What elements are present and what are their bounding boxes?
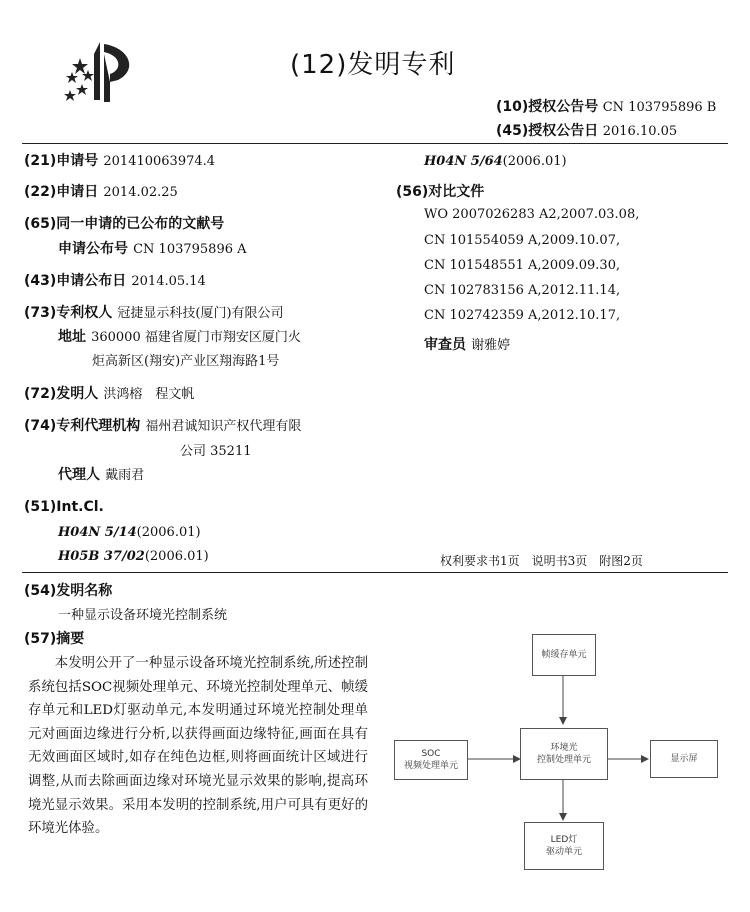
classification-year: (2006.01) — [144, 549, 209, 564]
publication-number-value: CN 103795896 A — [133, 242, 247, 257]
application-number-value: 201410063974.4 — [103, 154, 216, 169]
references-label: 对比文件 — [428, 184, 485, 200]
grant-number-label: (10)授权公告号 — [496, 99, 599, 115]
field-code: (43) — [24, 273, 57, 289]
field-code: (73) — [24, 305, 57, 321]
intcl-row — [24, 496, 104, 515]
published-docs-label: 同一申请的已公布的文献号 — [56, 216, 225, 232]
frame-buffer-box — [532, 634, 596, 676]
field-code: (54) — [24, 583, 57, 599]
field-code: (57) — [24, 631, 57, 647]
classification-year: (2006.01) — [136, 525, 201, 540]
examiner-row — [424, 334, 510, 354]
ambient-label-line1: 环境光 — [550, 743, 578, 753]
examiner-value: 谢雅婷 — [471, 338, 511, 353]
page-counts: 权利要求书1页 说明书3页 附图2页 — [440, 554, 643, 568]
invention-title-label: 发明名称 — [56, 583, 113, 599]
classification-3 — [424, 150, 567, 169]
patentee-value: 冠捷显示科技(厦门)有限公司 — [117, 306, 284, 321]
invention-title-heading — [24, 580, 112, 600]
reference-item: CN 101548551 A,2009.09.30, — [424, 258, 621, 273]
abstract-label: 摘要 — [56, 631, 85, 647]
reference-item: CN 102783156 A,2012.11.14, — [424, 283, 621, 298]
application-date-label: 申请日 — [56, 184, 99, 200]
field-code: (56) — [396, 184, 429, 200]
agency-row — [24, 415, 301, 435]
examiner-label: 审查员 — [424, 337, 466, 353]
publication-number-row — [58, 238, 247, 258]
classification-year: (2006.01) — [502, 154, 567, 169]
address-row — [58, 326, 301, 346]
ambient-label-line2: 控制处理单元 — [536, 755, 591, 765]
reference-item: CN 102742359 A,2012.10.17, — [424, 308, 621, 323]
address-label: 地址 — [58, 329, 86, 345]
field-code: (72) — [24, 386, 57, 402]
grant-date-value: 2016.10.05 — [602, 124, 678, 139]
inventor-row — [24, 383, 194, 403]
soc-label-line1: SOC — [421, 749, 441, 759]
field-code: (74) — [24, 418, 57, 434]
display-box — [650, 740, 718, 778]
agent-value: 戴雨君 — [105, 468, 145, 483]
application-date-value: 2014.02.25 — [103, 185, 178, 200]
publication-date-row — [24, 270, 206, 290]
soc-label-line2: 视频处理单元 — [403, 761, 458, 771]
classification-2 — [58, 545, 209, 564]
field-code: (22) — [24, 184, 57, 200]
soc-box — [394, 740, 468, 780]
reference-item: WO 2007026283 A2,2007.03.08, — [424, 207, 640, 222]
agent-row — [58, 464, 144, 484]
reference-item: CN 101554059 A,2009.10.07, — [424, 233, 621, 248]
grant-number-value: CN 103795896 B — [602, 100, 717, 115]
agency-line1: 福州君诚知识产权代理有限 — [145, 419, 302, 434]
publication-date-label: 申请公布日 — [56, 273, 127, 289]
application-number-row — [24, 150, 215, 170]
intcl-label: Int.Cl. — [56, 499, 104, 515]
field-code: (51) — [24, 499, 57, 515]
invention-title: 一种显示设备环境光控制系统 — [58, 608, 228, 623]
patentee-row — [24, 302, 284, 322]
grant-date-label: (45)授权公告日 — [496, 123, 599, 139]
agency-label: 专利代理机构 — [56, 418, 141, 434]
abstract-heading — [24, 628, 84, 648]
document-title: (12)发明专利 — [290, 50, 456, 80]
section-rule — [22, 572, 728, 573]
classification-1 — [58, 521, 201, 540]
led-label-line1: LED灯 — [550, 835, 578, 845]
references-heading — [396, 181, 484, 201]
led-driver-box — [524, 822, 604, 870]
field-code: (65) — [24, 216, 57, 232]
header-rule — [22, 143, 728, 144]
address-line1: 360000 福建省厦门市翔安区厦门火 — [91, 330, 301, 345]
field-code: (21) — [24, 153, 57, 169]
publication-date-value: 2014.05.14 — [131, 274, 206, 289]
inventor-label: 发明人 — [56, 386, 99, 402]
led-label-line2: 驱动单元 — [545, 847, 582, 857]
grant-number-row — [496, 96, 716, 116]
ambient-control-box — [520, 728, 608, 780]
application-number-label: 申请号 — [56, 153, 99, 169]
patent-office-logo — [60, 40, 150, 110]
classification-code: H05B 37/02 — [58, 549, 145, 564]
publication-number-label: 申请公布号 — [58, 241, 128, 257]
patentee-label: 专利权人 — [56, 305, 113, 321]
grant-date-row — [496, 120, 677, 140]
address-line2: 炬高新区(翔安)产业区翔海路1号 — [92, 354, 280, 369]
display-label: 显示屏 — [670, 754, 698, 764]
application-date-row — [24, 181, 178, 201]
agency-line2: 公司 35211 — [180, 444, 252, 459]
classification-code: H04N 5/64 — [424, 154, 503, 169]
inventor-value: 洪鸿榕 程文帆 — [103, 387, 195, 402]
abstract-text: 本发明公开了一种显示设备环境光控制系统,所述控制系统包括SOC视频处理单元、环境光控制处理单元、帧缓存单元和LED灯驱动单元,本发明通过环境光控制处理单元对画面边缘进行分析,以获得画面边缘特征,画面在具有无效画面区域时,如存在纯色边框,则将画面统计区域进行调整,从而去除画面边缘对环境光显示效果的影响,提高环境光显示效果。采用本发明的控制系统,用户可具有更好的环境光体验。 — [28, 656, 368, 837]
agent-label: 代理人 — [58, 467, 100, 483]
frame-buffer-label: 帧缓存单元 — [541, 650, 587, 660]
published-docs-row — [24, 213, 224, 233]
classification-code: H04N 5/14 — [58, 525, 137, 540]
